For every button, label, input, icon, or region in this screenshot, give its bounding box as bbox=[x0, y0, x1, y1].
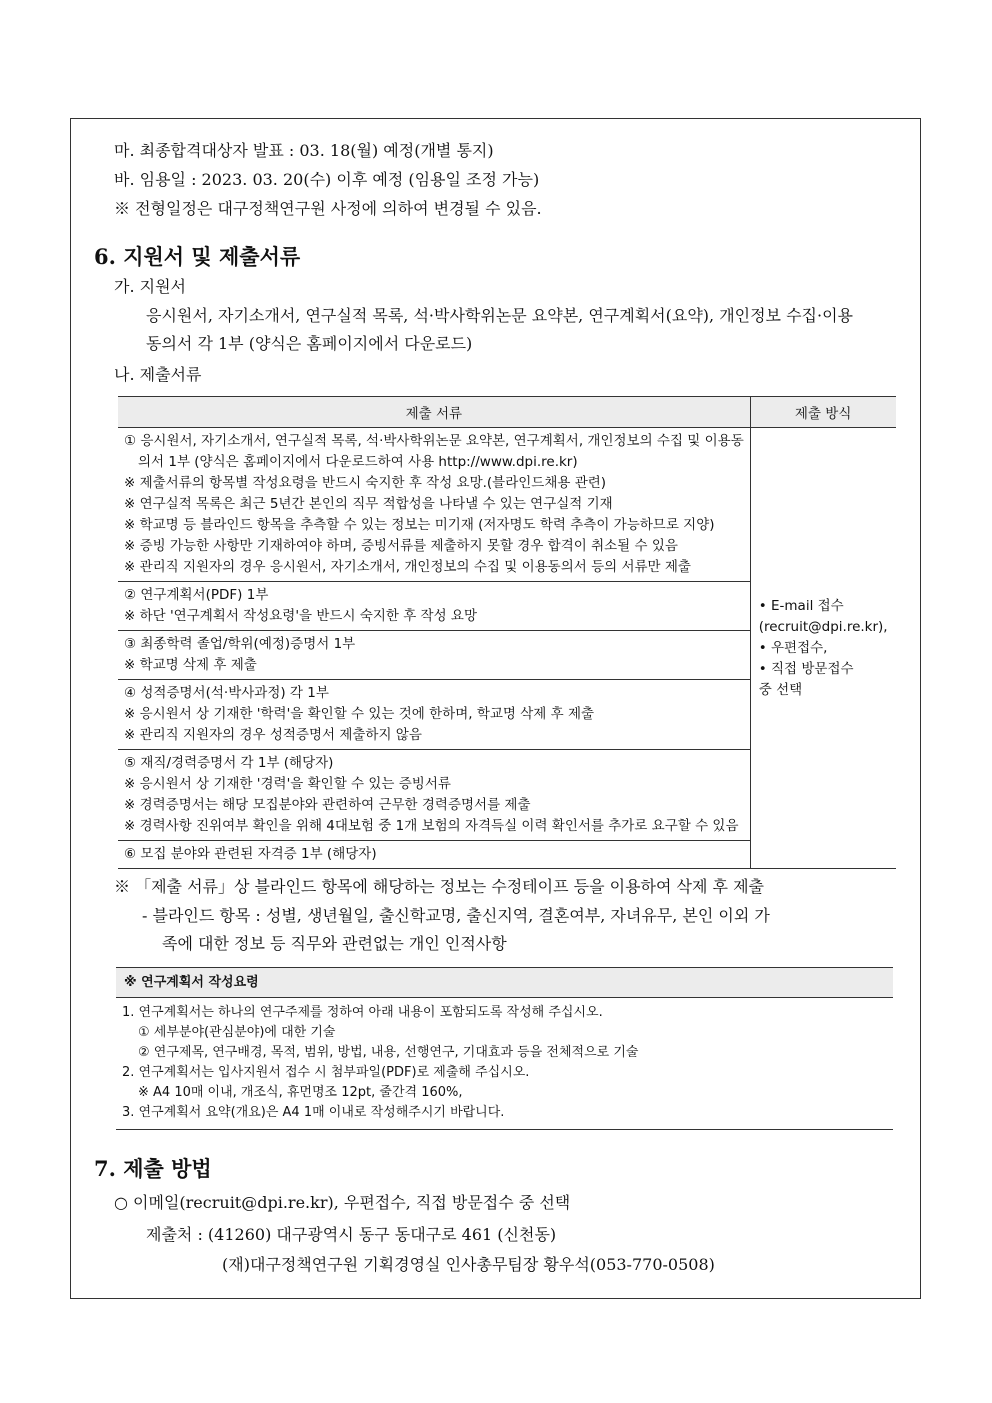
guide-body bbox=[116, 998, 893, 1130]
document-cell bbox=[118, 428, 750, 582]
schedule-ma: 마. 최종합격대상자 발표 : 03. 18(월) 예정(개별 통지) bbox=[114, 141, 494, 160]
document-line: ※ 연구실적 목록은 최근 5년간 본인의 직무 적합성을 나타낼 수 있는 연구실적 기재 bbox=[124, 496, 613, 512]
document-line: ① 응시원서, 자기소개서, 연구실적 목록, 석·박사학위논문 요약본, 연구계획서, 개인정보의 수집 및 이용동 bbox=[124, 433, 744, 449]
guide-line: 1. 연구계획서는 하나의 연구주제를 정하여 아래 내용이 포함되도록 작성해 주십시오. bbox=[122, 1005, 603, 1020]
document-line: ⑤ 재직/경력증명서 각 1부 (해당자) bbox=[124, 755, 334, 771]
blind-note-1: ※ 「제출 서류」상 블라인드 항목에 해당하는 정보는 수정테이프 등을 이용하여 삭제 후 제출 bbox=[114, 877, 764, 896]
method-line: 중 선택 bbox=[758, 681, 803, 698]
table-header-method: 제출 방식 bbox=[750, 397, 895, 428]
document-line: ※ 응시원서 상 기재한 '경력'을 확인할 수 있는 증빙서류 bbox=[124, 776, 451, 792]
method-line: • 우편접수, bbox=[758, 639, 828, 656]
guide-line: ※ A4 10매 이내, 개조식, 휴먼명조 12pt, 줄간격 160%, bbox=[138, 1085, 463, 1100]
document-line: ※ 학교명 삭제 후 제출 bbox=[124, 657, 257, 673]
guide-line: 2. 연구계획서는 입사지원서 접수 시 첨부파일(PDF)로 제출해 주십시오. bbox=[122, 1065, 530, 1080]
blind-note-2: - 블라인드 항목 : 성별, 생년월일, 출신학교명, 출신지역, 결혼여부, 자녀유무, 본인 이외 가 bbox=[142, 906, 770, 925]
research-plan-guide bbox=[116, 967, 893, 1130]
document-line: ※ 관리직 지원자의 경우 응시원서, 자기소개서, 개인정보의 수집 및 이용동의서 등의 서류만 제출 bbox=[124, 559, 691, 575]
document-cell bbox=[118, 582, 750, 631]
guide-title: ※ 연구계획서 작성요령 bbox=[116, 967, 893, 998]
section6-na-title: 나. 제출서류 bbox=[114, 365, 202, 384]
document-cell bbox=[118, 631, 750, 680]
document-line: ※ 하단 '연구계획서 작성요령'을 반드시 숙지한 후 작성 요망 bbox=[124, 608, 478, 624]
document-line: ② 연구계획서(PDF) 1부 bbox=[124, 587, 269, 603]
section6-ga-title: 가. 지원서 bbox=[114, 277, 186, 296]
documents-table bbox=[118, 396, 896, 869]
document-line: ※ 증빙 가능한 사항만 기재하여야 하며, 증빙서류를 제출하지 못할 경우 합격이 취소될 수 있음 bbox=[124, 538, 678, 554]
document-line: 의서 1부 (양식은 홈페이지에서 다운로드하여 사용 http://www.dpi.re.kr) bbox=[138, 454, 578, 470]
document-cell bbox=[118, 750, 750, 841]
document-line: ※ 학교명 등 블라인드 항목을 추측할 수 있는 정보는 미기재 (저자명도 학력 추측이 가능하므로 지양) bbox=[124, 517, 715, 533]
guide-line: ② 연구제목, 연구배경, 목적, 범위, 방법, 내용, 선행연구, 기대효과 등을 전체적으로 기술 bbox=[138, 1045, 639, 1060]
document-line: ※ 경력사항 진위여부 확인을 위해 4대보험 중 1개 보험의 자격득실 이력 확인서를 추가로 요구할 수 있음 bbox=[124, 818, 739, 834]
guide-line: 3. 연구계획서 요약(개요)은 A4 1매 이내로 작성해주시기 바랍니다. bbox=[122, 1105, 505, 1120]
document-line: ※ 응시원서 상 기재한 '학력'을 확인할 수 있는 것에 한하며, 학교명 삭제 후 제출 bbox=[124, 706, 595, 722]
method-line: • 직접 방문접수 bbox=[758, 660, 854, 677]
guide-line: ① 세부분야(관심분야)에 대한 기술 bbox=[138, 1025, 336, 1040]
document-line: ⑥ 모집 분야와 관련된 자격증 1부 (해당자) bbox=[124, 846, 377, 862]
schedule-note: ※ 전형일정은 대구정책연구원 사정에 의하여 변경될 수 있음. bbox=[114, 199, 542, 218]
document-line: ※ 경력증명서는 해당 모집분야와 관련하여 근무한 경력증명서를 제출 bbox=[124, 797, 531, 813]
submission-method-cell bbox=[750, 428, 895, 869]
document-cell bbox=[118, 680, 750, 750]
document-cell bbox=[118, 841, 750, 869]
document-line: ③ 최종학력 졸업/학위(예정)증명서 1부 bbox=[124, 636, 356, 652]
document-line: ※ 제출서류의 항목별 작성요령을 반드시 숙지한 후 작성 요망.(블라인드채용 관련) bbox=[124, 475, 607, 491]
section7-heading: 7. 제출 방법 bbox=[94, 1156, 212, 1181]
section6-ga-line2: 동의서 각 1부 (양식은 홈페이지에서 다운로드) bbox=[146, 334, 473, 353]
table-row bbox=[118, 428, 896, 582]
document-line: ④ 성적증명서(석·박사과정) 각 1부 bbox=[124, 685, 329, 701]
method-line: (recruit@dpi.re.kr), bbox=[758, 618, 888, 635]
method-line: • E-mail 접수 bbox=[758, 597, 844, 614]
section7-line1: ○ 이메일(recruit@dpi.re.kr), 우편접수, 직접 방문접수 중 선택 bbox=[114, 1193, 571, 1212]
section7-line2: 제출처 : (41260) 대구광역시 동구 동대구로 461 (신천동) bbox=[146, 1225, 557, 1244]
table-header-docs: 제출 서류 bbox=[118, 397, 750, 428]
blind-note-3: 족에 대한 정보 등 직무와 관련없는 개인 인적사항 bbox=[162, 934, 507, 953]
schedule-ba: 바. 임용일 : 2023. 03. 20(수) 이후 예정 (임용일 조정 가능) bbox=[114, 170, 540, 189]
section6-heading: 6. 지원서 및 제출서류 bbox=[94, 244, 301, 269]
document-line: ※ 관리직 지원자의 경우 성적증명서 제출하지 않음 bbox=[124, 727, 422, 743]
section6-ga-line1: 응시원서, 자기소개서, 연구실적 목록, 석·박사학위논문 요약본, 연구계획서(요약), 개인정보 수집·이용 bbox=[146, 306, 854, 325]
section7-line3: (재)대구정책연구원 기획경영실 인사총무팀장 황우석(053-770-0508) bbox=[222, 1255, 715, 1274]
